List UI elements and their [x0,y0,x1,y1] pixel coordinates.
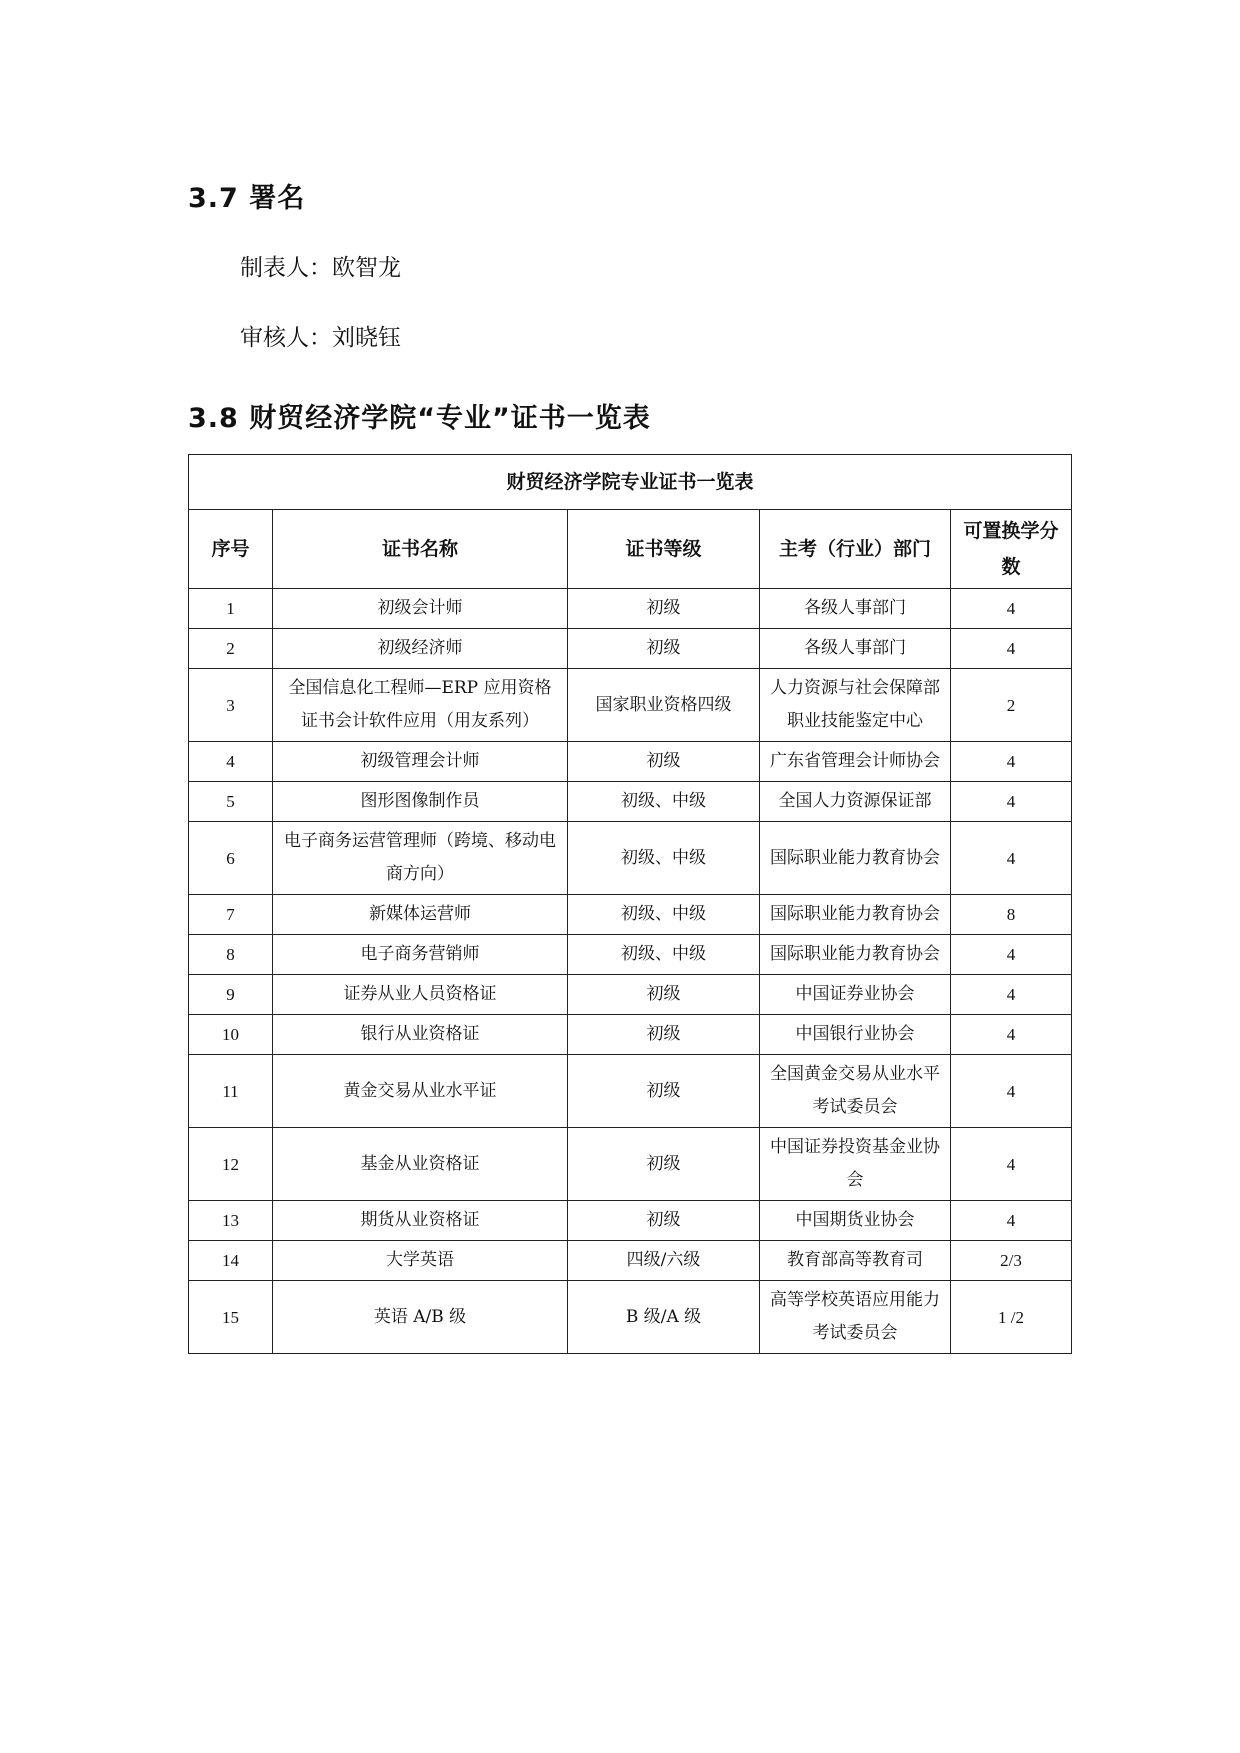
row-credits: 2/3 [951,1241,1072,1281]
row-credits: 4 [951,935,1072,975]
row-cert-level: 初级、中级 [568,935,760,975]
row-credits: 4 [951,1015,1072,1055]
row-credits: 1 /2 [951,1281,1072,1354]
row-exam-dept: 中国银行业协会 [760,1015,951,1055]
row-credits: 2 [951,669,1072,742]
row-credits: 4 [951,1201,1072,1241]
row-cert-name: 初级管理会计师 [273,742,568,782]
table-row [189,1055,1072,1128]
row-credits: 4 [951,782,1072,822]
row-cert-name: 大学英语 [273,1241,568,1281]
row-exam-dept: 中国证券业协会 [760,975,951,1015]
table-caption: 财贸经济学院专业证书一览表 [189,455,1072,510]
row-credits: 4 [951,1128,1072,1201]
row-cert-level: 初级 [568,629,760,669]
table-row [189,669,1072,742]
section-heading-certificates: 3.8 财贸经济学院“专业”证书一览表 [188,403,651,434]
row-seq: 1 [189,589,273,629]
row-credits: 4 [951,589,1072,629]
row-cert-name: 电子商务营销师 [273,935,568,975]
row-exam-dept: 人力资源与社会保障部职业技能鉴定中心 [760,669,951,742]
row-cert-level: 初级 [568,1015,760,1055]
row-exam-dept: 国际职业能力教育协会 [760,895,951,935]
row-seq: 14 [189,1241,273,1281]
row-cert-name: 期货从业资格证 [273,1201,568,1241]
row-seq: 15 [189,1281,273,1354]
row-exam-dept: 中国期货业协会 [760,1201,951,1241]
row-exam-dept: 国际职业能力教育协会 [760,935,951,975]
row-cert-level: 国家职业资格四级 [568,669,760,742]
row-credits: 4 [951,822,1072,895]
row-cert-name: 初级经济师 [273,629,568,669]
row-seq: 13 [189,1201,273,1241]
table-row [189,589,1072,629]
row-seq: 3 [189,669,273,742]
row-seq: 2 [189,629,273,669]
row-cert-name: 新媒体运营师 [273,895,568,935]
row-cert-level: 初级、中级 [568,822,760,895]
row-seq: 8 [189,935,273,975]
row-credits: 4 [951,1055,1072,1128]
row-cert-level: 初级 [568,1128,760,1201]
row-cert-name: 英语 A/B 级 [273,1281,568,1354]
table-row [189,1201,1072,1241]
header-seq: 序号 [189,510,273,589]
row-exam-dept: 各级人事部门 [760,589,951,629]
row-cert-level: 初级、中级 [568,895,760,935]
row-seq: 7 [189,895,273,935]
row-exam-dept: 中国证券投资基金业协会 [760,1128,951,1201]
table-row [189,742,1072,782]
header-exam-dept: 主考（行业）部门 [760,510,951,589]
row-seq: 12 [189,1128,273,1201]
row-cert-name: 银行从业资格证 [273,1015,568,1055]
table-row [189,1128,1072,1201]
table-row [189,935,1072,975]
table-row [189,822,1072,895]
table-row [189,1241,1072,1281]
table-row [189,895,1072,935]
row-seq: 10 [189,1015,273,1055]
row-credits: 8 [951,895,1072,935]
row-cert-level: 初级 [568,1201,760,1241]
row-exam-dept: 全国黄金交易从业水平考试委员会 [760,1055,951,1128]
row-seq: 6 [189,822,273,895]
row-cert-level: B 级/A 级 [568,1281,760,1354]
row-seq: 9 [189,975,273,1015]
row-seq: 4 [189,742,273,782]
row-credits: 4 [951,742,1072,782]
row-cert-name: 全国信息化工程师—ERP 应用资格证书会计软件应用（用友系列） [273,669,568,742]
row-cert-name: 黄金交易从业水平证 [273,1055,568,1128]
row-cert-name: 初级会计师 [273,589,568,629]
table-maker-line: 制表人：欧智龙 [240,255,401,281]
table-row [189,1281,1072,1354]
row-exam-dept: 高等学校英语应用能力考试委员会 [760,1281,951,1354]
row-cert-level: 初级 [568,742,760,782]
row-exam-dept: 教育部高等教育司 [760,1241,951,1281]
row-cert-level: 初级 [568,589,760,629]
section-heading-signature: 3.7 署名 [188,183,306,214]
row-cert-level: 四级/六级 [568,1241,760,1281]
row-cert-level: 初级、中级 [568,782,760,822]
row-cert-level: 初级 [568,975,760,1015]
header-cert-name: 证书名称 [273,510,568,589]
row-cert-name: 电子商务运营管理师（跨境、移动电商方向） [273,822,568,895]
row-cert-name: 图形图像制作员 [273,782,568,822]
table-row [189,782,1072,822]
row-exam-dept: 各级人事部门 [760,629,951,669]
table-row [189,1015,1072,1055]
row-exam-dept: 全国人力资源保证部 [760,782,951,822]
table-reviewer-line: 审核人：刘晓钰 [240,325,401,351]
row-cert-name: 证券从业人员资格证 [273,975,568,1015]
row-seq: 5 [189,782,273,822]
certificate-table [188,454,1072,1354]
row-cert-level: 初级 [568,1055,760,1128]
row-cert-name: 基金从业资格证 [273,1128,568,1201]
header-credits: 可置换学分数 [951,510,1072,589]
row-exam-dept: 国际职业能力教育协会 [760,822,951,895]
row-credits: 4 [951,975,1072,1015]
header-cert-level: 证书等级 [568,510,760,589]
table-row [189,629,1072,669]
row-exam-dept: 广东省管理会计师协会 [760,742,951,782]
table-row [189,975,1072,1015]
row-credits: 4 [951,629,1072,669]
row-seq: 11 [189,1055,273,1128]
